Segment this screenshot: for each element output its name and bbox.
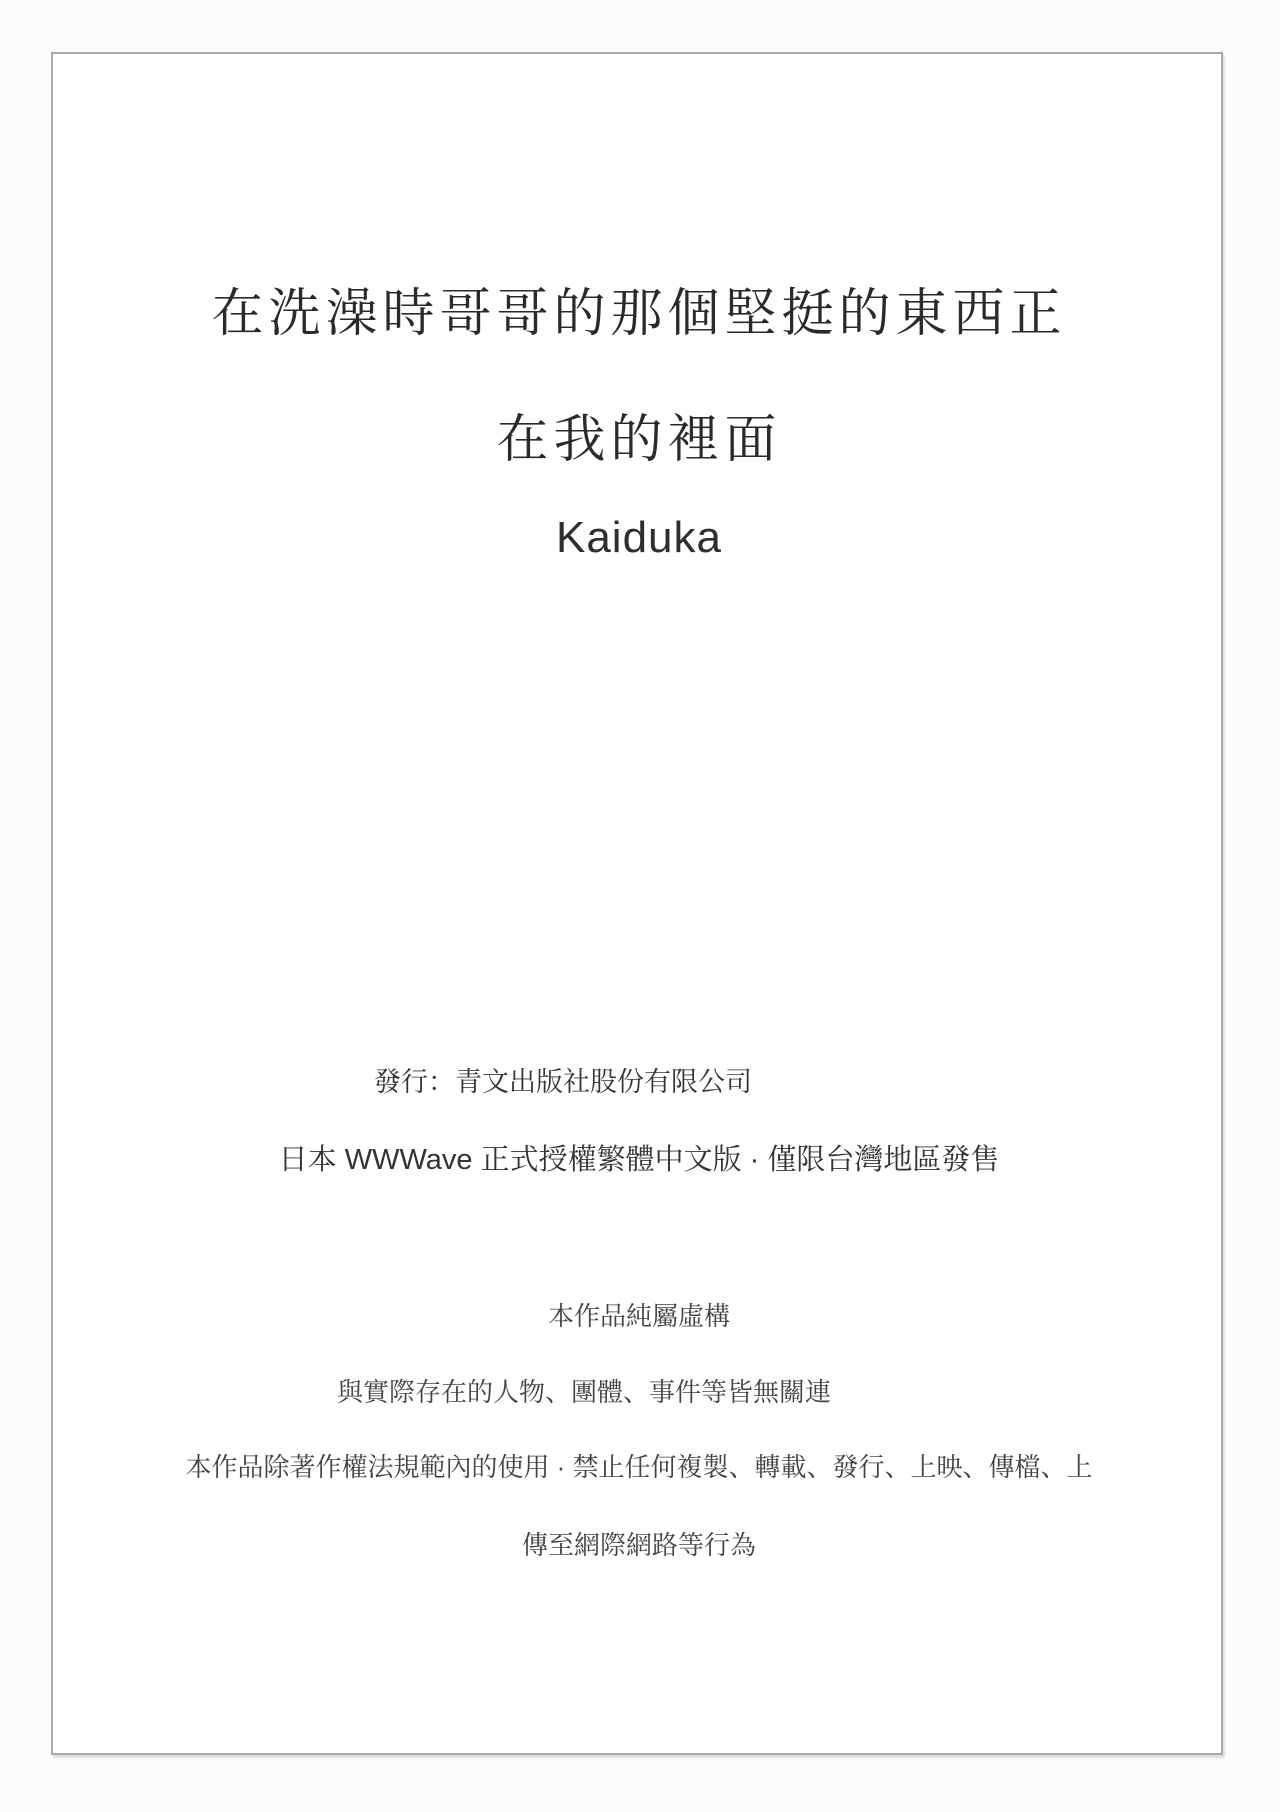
author-name: Kaiduka bbox=[555, 513, 722, 562]
book-title-line-1: 在洗澡時哥哥的那個堅挺的東西正 bbox=[211, 285, 1067, 343]
fiction-disclaimer: 本作品純屬虛構 bbox=[547, 1301, 730, 1331]
no-relation-disclaimer: 與實際存在的人物、團體、事件等皆無關連 bbox=[336, 1377, 831, 1407]
book-title-line-2: 在我的裡面 bbox=[496, 411, 782, 469]
license-notice: 日本 WWWave 正式授權繁體中文版 · 僅限台灣地區發售 bbox=[278, 1144, 1000, 1176]
publisher-credit: 發行：青文出版社股份有限公司 bbox=[374, 1067, 752, 1097]
copyright-notice-line-2: 傳至網際網路等行為 bbox=[521, 1530, 756, 1560]
copyright-notice-line-1: 本作品除著作權法規範內的使用 · 禁止任何複製、轉載、發行、上映、傳檔、上 bbox=[185, 1452, 1093, 1482]
